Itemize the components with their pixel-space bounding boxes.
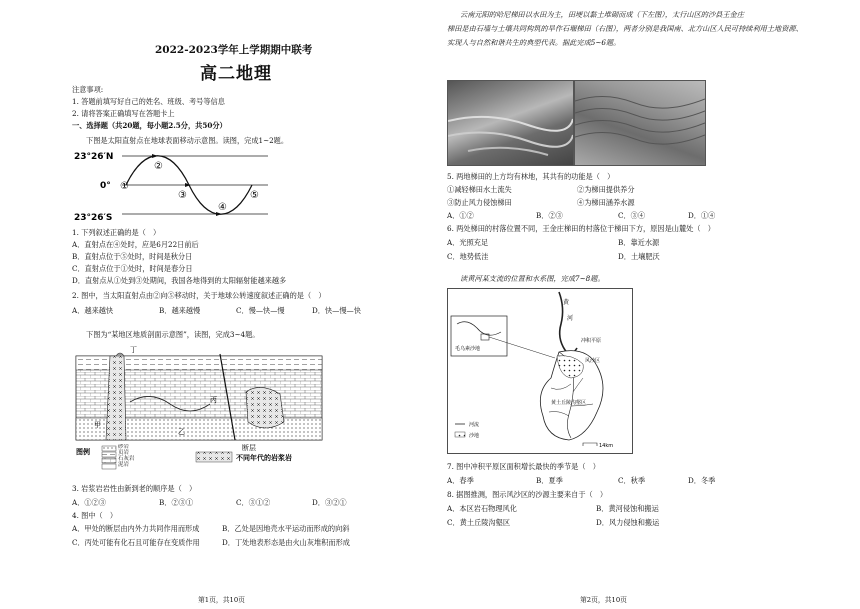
- exam-page-2: [430, 0, 860, 609]
- legend-title: 图例: [76, 448, 90, 456]
- q2-option-c: C．慢—快—慢: [236, 306, 285, 315]
- q5-option-c: C．③④: [618, 211, 646, 220]
- q8-stem: 8. 据图推测，图示风沙区的沙源主要来自于（ ）: [447, 490, 608, 499]
- q2-stem: 2. 图中，当太阳直射点由②向⑤移动时，关于地球公转速度叙述正确的是（ ）: [72, 291, 326, 300]
- legend-rock-names: 砂岩 页岩 石灰岩 泥岩: [118, 444, 135, 468]
- q5-option-d: D．①④: [688, 211, 716, 220]
- legend-magma: 不同年代的岩浆岩: [236, 454, 292, 462]
- q3-stem: 3. 岩浆岩岩性由新到老的顺序是（ ）: [72, 484, 197, 493]
- river-system-map: [447, 288, 633, 454]
- q8-option-c: C．黄土丘陵沟壑区: [447, 518, 511, 527]
- q1-option-c: C．直射点位于①处时，时间是春分日: [72, 264, 193, 273]
- intro-q5-6-line1: 云南元阳的哈尼梯田以水田为主，田埂以黏土堆砌而成（下左图），太行山区的沙县王金庄: [460, 10, 744, 19]
- sand-area-label: 风沙区: [585, 358, 601, 364]
- point-1: ①: [120, 181, 129, 192]
- marker-jia: 甲: [94, 421, 101, 429]
- q3-option-c: C．③①②: [236, 498, 271, 507]
- q1-option-d: D．直射点从①处到③处期间，我国各地得到的太阳辐射能越来越多: [72, 276, 287, 285]
- page-footer: 第2页，共10页: [580, 596, 627, 604]
- q8-option-b: B．黄河侵蚀和搬运: [596, 504, 659, 513]
- river-char-2: 河: [567, 315, 574, 322]
- note-1: 1. 答题前填写好自己的姓名、班级、考号等信息: [72, 97, 225, 106]
- q1-option-b: B．直射点位于⑤处时，时间是秋分日: [72, 252, 193, 261]
- q6-stem: 6. 两处梯田的村落位置不同，王金庄梯田的村落位于梯田下方，原因是山麓处（ ）: [447, 224, 715, 233]
- inset-label: 毛乌素沙地: [455, 346, 481, 352]
- hills-label: 黄土丘陵沟壑区: [551, 400, 587, 406]
- q7-option-a: A．春季: [447, 476, 474, 485]
- q3-option-d: D．③②①: [312, 498, 347, 507]
- q6-option-a: A．光照充足: [447, 238, 489, 247]
- point-2: ②: [154, 161, 163, 172]
- q1-stem: 1. 下列叙述正确的是（ ）: [72, 228, 161, 237]
- equator-label: 0°: [100, 181, 111, 191]
- q5-statement-3: ③防止风力侵蚀梯田: [447, 198, 512, 207]
- hani-terrace-photo: [447, 80, 574, 166]
- marker-ding: 丁: [130, 346, 137, 354]
- q4-stem: 4. 图中（ ）: [72, 511, 118, 520]
- tropic-cancer-label: 23°26′N: [74, 152, 114, 162]
- map-frame: [448, 289, 633, 454]
- exam-header: 2022-2023学年上学期期中联考: [155, 44, 313, 56]
- point-3: ③: [178, 190, 187, 201]
- q5-statement-2: ②为梯田提供养分: [577, 185, 635, 194]
- flood-plain-label: 冲积平原: [581, 338, 602, 344]
- page-footer: 第1页，共10页: [198, 596, 245, 604]
- intro-q7-8: 读黄河某支流的位置和水系图，完成7~8题。: [460, 274, 605, 283]
- geologic-section-diagram: [70, 342, 328, 472]
- q2-option-a: A．越来越快: [72, 306, 114, 315]
- q7-option-d: D．冬季: [688, 476, 716, 485]
- q5-statement-1: ①减轻梯田水土流失: [447, 185, 512, 194]
- point-5: ⑤: [250, 190, 259, 201]
- q6-option-b: B．靠近水源: [618, 238, 660, 247]
- q7-option-c: C．秋季: [618, 476, 646, 485]
- legend-sand: 沙地: [469, 433, 480, 439]
- point-4: ④: [218, 202, 227, 213]
- arrow-icon: [152, 154, 158, 158]
- volcano-cone: [116, 353, 124, 356]
- tropic-capricorn-label: 23°26′S: [74, 213, 113, 223]
- scale-label: 14km: [599, 443, 614, 449]
- intrusion-body: [246, 387, 284, 428]
- note-2: 2. 请将答案正确填写在答题卡上: [72, 109, 175, 118]
- q5-stem: 5. 两地梯田的上方均有林地，其共有的功能是（ ）: [447, 172, 615, 181]
- q1-option-a: A．直射点在④处时，应是6月22日前后: [72, 240, 199, 249]
- intro-q1-2: 下图是太阳直射点在地球表面移动示意图。读图，完成1~2题。: [86, 136, 289, 145]
- intro-q5-6-line3: 实现人与自然和谐共生的典型代表。据此完成5~6题。: [447, 38, 621, 47]
- q3-option-b: B．②③①: [159, 498, 194, 507]
- q2-option-d: D．快—慢—快: [312, 306, 361, 315]
- marker-yi: 乙: [178, 428, 185, 436]
- q4-option-c: C．丙处可能有化石且可能存在变质作用: [72, 538, 200, 547]
- q5-option-b: B．②③: [536, 211, 563, 220]
- q2-option-b: B．越来越慢: [159, 306, 201, 315]
- notes-title: 注意事项:: [72, 85, 104, 94]
- subject-title: 高二地理: [200, 64, 272, 84]
- q7-option-b: B．夏季: [536, 476, 563, 485]
- intro-q5-6-line2: 梯田是由石墙与土壤共同构筑的旱作石堰梯田（右图），两者分别是我国南、北方山区人民可持续利用土地资源、: [447, 24, 803, 33]
- q3-option-a: A．①②③: [72, 498, 106, 507]
- q4-option-a: A．甲处的断层由内外力共同作用而形成: [72, 524, 200, 533]
- q6-option-d: D．土壤肥沃: [618, 252, 660, 261]
- river-char-1: 黄: [563, 299, 570, 306]
- q8-option-a: A．本区岩石物理风化: [447, 504, 517, 513]
- section-title: 一、选择题（共20题，每小题2.5分，共50分）: [72, 121, 227, 130]
- intro-q3-4: 下图为“某地区地质剖面示意图”，读图，完成3~4题。: [86, 330, 260, 339]
- q8-option-d: D．风力侵蚀和搬运: [596, 518, 660, 527]
- q7-stem: 7. 图中冲积平原区面积增长最快的季节是（ ）: [447, 462, 600, 471]
- q5-option-a: A．①②: [447, 211, 474, 220]
- q4-option-b: B．乙处是因地壳水平运动而形成的向斜: [222, 524, 350, 533]
- subsolar-diagram: [70, 148, 270, 223]
- fault-label: 断层: [242, 444, 256, 452]
- q4-option-d: D．丁处地表形态是由火山灰堆积而形成: [222, 538, 350, 547]
- q6-option-c: C．地势低洼: [447, 252, 489, 261]
- wangjinzhuang-terrace-photo: [574, 80, 706, 166]
- legend-river: 河流: [469, 422, 480, 428]
- q5-statement-4: ④为梯田涵养水源: [577, 198, 635, 207]
- marker-bing: 丙: [210, 396, 217, 404]
